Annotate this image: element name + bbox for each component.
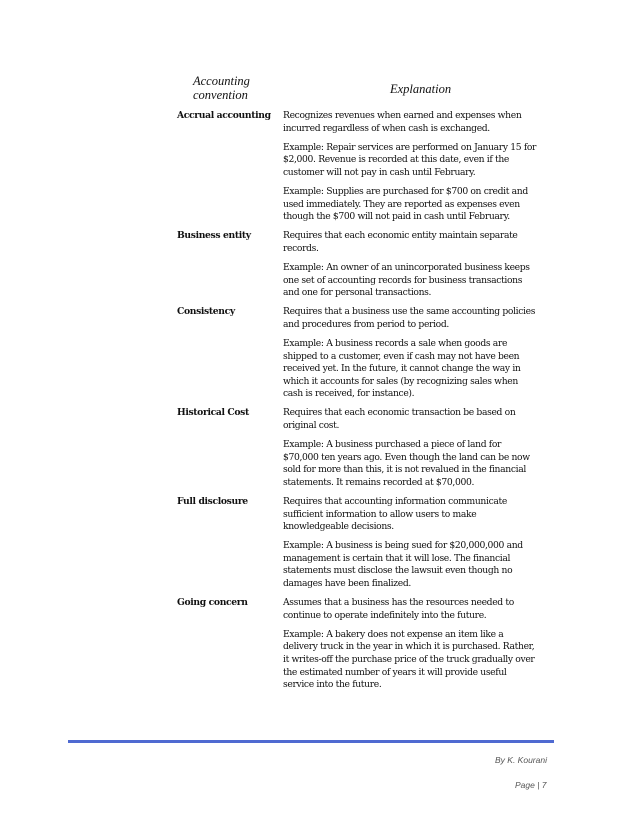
table-row (177, 306, 572, 401)
convention-term: Consistency (177, 306, 235, 318)
explanation-paragraph: Assumes that a business has the resources needed to continue to operate indefinitely into the future. (283, 597, 514, 621)
table-row (177, 110, 572, 224)
explanation-cell (283, 407, 572, 489)
convention-term: Business entity (177, 230, 251, 242)
footer-author: By K. Kourani (495, 755, 547, 765)
example-paragraph: Example: An owner of an unincorporated business keeps one set of accounting records for business transactions and one for personal transactions. (283, 261, 530, 299)
explanation-paragraph: Requires that each economic transaction be based on original cost. (283, 407, 516, 431)
example-paragraph: Example: A business purchased a piece of land for $70,000 ten years ago. Even though the land can be now sold for more than this, it is not revalued in the financial statements. It remains recorded at $70,000. (283, 439, 530, 488)
explanation-cell (283, 597, 572, 692)
convention-term: Accrual accounting (177, 110, 271, 121)
example-paragraph: Example: A bakery does not expense an item like a delivery truck in the year in which it is purchased. Rather, it writes-off the purchase price of the truck gradually over the estimated number of years it will provide useful service into the future. (283, 628, 535, 691)
explanation-paragraph: Requires that a business use the same accounting policies and procedures from period to period. (283, 306, 536, 330)
explanation-cell (283, 306, 572, 401)
table-row (177, 496, 572, 591)
column-header-convention: Accounting convention (193, 74, 250, 102)
table-row (177, 597, 572, 692)
footer-divider (68, 740, 554, 743)
page-number: Page | 7 (515, 780, 547, 790)
convention-term: Full disclosure (177, 495, 248, 507)
conventions-table (177, 110, 572, 698)
example-paragraph: Example: A business records a sale when goods are shipped to a customer, even if cash may not have been received yet. In the future, it cannot change the way in which it accounts for sales (by recognizing sales when cash is received, for instance). (283, 337, 521, 400)
example-paragraph: Example: A business is being sued for $20,000,000 and management is certain that it will lose. The financial statements must disclose the lawsuit even though no damages have been finalized. (283, 540, 523, 589)
table-row (177, 230, 572, 299)
explanation-cell (283, 496, 572, 591)
column-header-explanation: Explanation (390, 82, 452, 96)
explanation-cell (283, 230, 572, 299)
example-paragraph: Example: Supplies are purchased for $700 on credit and used immediately. They are reported as expenses even though the $700 will not paid in cash until February. (283, 185, 528, 223)
convention-term: Historical Cost (177, 407, 249, 419)
explanation-paragraph: Recognizes revenues when earned and expenses when incurred regardless of when cash is exchanged. (283, 110, 522, 134)
example-paragraph: Example: Repair services are performed on January 15 for $2,000. Revenue is recorded at this date, even if the customer will not pay in cash until February. (283, 141, 537, 178)
convention-term: Going concern (177, 597, 248, 609)
table-row (177, 407, 572, 489)
explanation-cell (283, 110, 572, 224)
explanation-paragraph: Requires that each economic entity maintain separate records. (283, 230, 518, 254)
explanation-paragraph: Requires that accounting information communicate sufficient information to allow users to make knowledgeable decisions. (283, 495, 507, 533)
